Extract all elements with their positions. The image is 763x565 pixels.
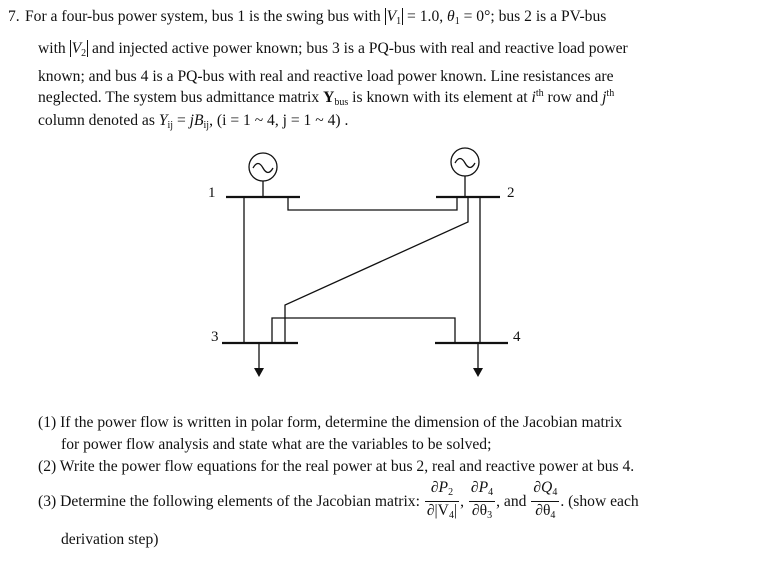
problem-line-2: with $V_2$ and injected active power known; bus 3 is a PQ-bus with real and reactive load power bbox=[38, 40, 628, 59]
question-1-line-2: for power flow analysis and state what are the variables to be solved; bbox=[61, 436, 492, 453]
question-3-continuation: derivation step) bbox=[61, 531, 159, 548]
question-3: (3) Determine the following elements of the Jacobian matrix: $\frac{\partial P_2}{\partial|V_4|}$ , $\frac{\partial P_4}{\partial\theta_3}$ , and $\frac{\partial Q_4}{\partial\theta_4}$ . (show each bbox=[38, 480, 639, 524]
line-3-4 bbox=[272, 318, 455, 343]
problem-number: 7. bbox=[8, 8, 20, 25]
bus-label-1: 1 bbox=[208, 185, 216, 201]
fraction-dp2-dv4: $\frac{\partial P_2}{\partial|V_4|}$ bbox=[426, 479, 458, 521]
problem-line-5: column denoted as $Y_{ij} = jB_{ij}$, (i = 1 ~ 4, j = 1 ~ 4) . bbox=[38, 112, 349, 131]
line-1-2 bbox=[288, 197, 457, 210]
generator-1-wave bbox=[253, 164, 273, 173]
problem-line-3: known; and bus 4 is a PQ-bus with real and reactive load power known. Line resistances are bbox=[38, 68, 614, 85]
generator-2-wave bbox=[455, 159, 475, 168]
fraction-dq4-dtheta4: $\frac{\partial Q_4}{\partial\theta_4}$ bbox=[533, 479, 558, 521]
question-2: (2) Write the power flow equations for the real power at bus 2, real and reactive power at bus 4. bbox=[38, 458, 635, 475]
bus-label-4: 4 bbox=[513, 329, 521, 345]
load-3-arrow-icon bbox=[254, 368, 264, 377]
line-2-3 bbox=[285, 197, 468, 343]
question-1-line-1: (1) If the power flow is written in polar form, determine the dimension of the Jacobian matrix bbox=[38, 414, 623, 431]
problem-line-4: neglected. The system bus admittance matrix $Y_{bus}$ is known with its element at $i^{th}$ row and $j^{th}$ bbox=[38, 88, 615, 108]
load-4-arrow-icon bbox=[473, 368, 483, 377]
fraction-dp4-dtheta3: $\frac{\partial P_4}{\partial\theta_3}$ bbox=[470, 479, 494, 521]
bus-label-3: 3 bbox=[211, 329, 219, 345]
bus-label-2: 2 bbox=[507, 185, 515, 201]
